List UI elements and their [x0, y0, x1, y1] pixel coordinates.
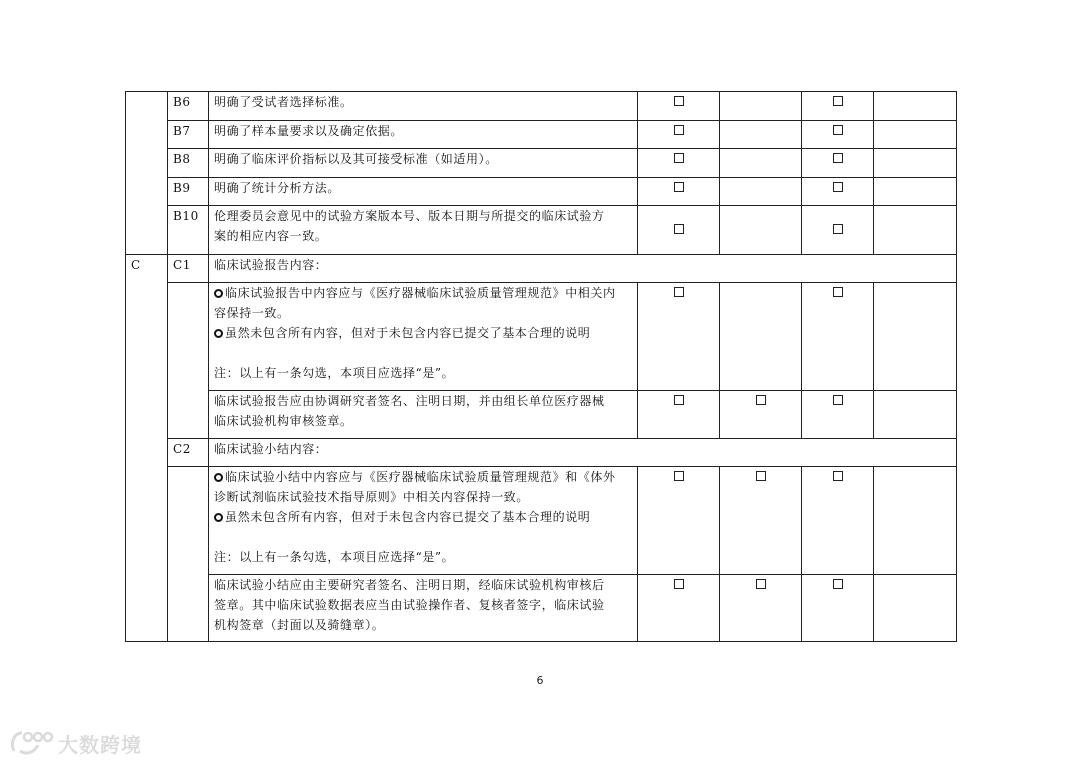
item-text-line: 临床试验小结应由主要研究者签名、注明日期，经临床试验机构审核后	[214, 578, 605, 592]
remark-cell	[874, 467, 957, 575]
remark-cell	[874, 575, 957, 642]
table-row	[126, 391, 957, 439]
checkbox-cell-no	[720, 149, 802, 178]
item-text-line: 临床试验报告应由协调研究者签名、注明日期，并由组长单位医疗器械	[214, 394, 605, 408]
item-text: 明确了临床评价指标以及其可接受标准（如适用）。	[209, 149, 638, 178]
checkbox-cell-na[interactable]	[802, 178, 874, 206]
item-text: 明确了统计分析方法。	[209, 178, 638, 206]
item-note: 注：以上有一条勾选，本项目应选择“是”。	[214, 366, 455, 380]
checkbox-cell-na[interactable]	[802, 283, 874, 391]
item-text	[209, 391, 638, 439]
item-code: B9	[168, 178, 209, 206]
checkbox-cell-yes[interactable]	[638, 575, 720, 642]
item-heading: 临床试验报告内容：	[209, 255, 957, 283]
checkbox-cell-yes[interactable]	[638, 149, 720, 178]
section-label: C	[126, 255, 168, 642]
item-text-line: 临床试验小结中内容应与《医疗器械临床试验质量管理规范》和《体外	[214, 467, 632, 487]
checkbox-na[interactable]	[833, 224, 843, 234]
checkbox-na[interactable]	[833, 287, 843, 297]
item-text-line: 容保持一致。	[214, 306, 290, 320]
checkbox-yes[interactable]	[674, 125, 684, 135]
checkbox-yes[interactable]	[674, 224, 684, 234]
checkbox-cell-no	[720, 178, 802, 206]
item-code: B10	[168, 206, 209, 255]
checkbox-cell-na[interactable]	[802, 121, 874, 149]
checkbox-cell-na[interactable]	[802, 467, 874, 575]
remark-cell	[874, 283, 957, 391]
checkbox-no[interactable]	[756, 471, 766, 481]
checkbox-yes[interactable]	[674, 471, 684, 481]
checkbox-cell-na[interactable]	[802, 206, 874, 255]
bullet-circle-icon	[214, 289, 223, 298]
item-text-line: 机构签章（封面以及骑缝章）。	[214, 618, 385, 632]
checkbox-no[interactable]	[756, 395, 766, 405]
item-text-line: 案的相应内容一致。	[214, 229, 328, 243]
table-row	[126, 121, 957, 149]
remark-cell	[874, 149, 957, 178]
checkbox-yes[interactable]	[674, 579, 684, 589]
remark-cell	[874, 92, 957, 121]
checkbox-cell-yes[interactable]	[638, 391, 720, 439]
checkbox-yes[interactable]	[674, 287, 684, 297]
checkbox-cell-no	[720, 283, 802, 391]
remark-cell	[874, 391, 957, 439]
item-code: B7	[168, 121, 209, 149]
remark-cell	[874, 178, 957, 206]
item-code: B8	[168, 149, 209, 178]
table-row	[126, 283, 957, 391]
item-text-line: 诊断试剂临床试验技术指导原则》中相关内容保持一致。	[214, 490, 530, 504]
item-text	[209, 206, 638, 255]
checkbox-yes[interactable]	[674, 153, 684, 163]
checkbox-cell-no	[720, 206, 802, 255]
checkbox-cell-no[interactable]	[720, 467, 802, 575]
table-row	[126, 178, 957, 206]
section-cell-b	[126, 92, 168, 255]
checkbox-na[interactable]	[833, 153, 843, 163]
checkbox-na[interactable]	[833, 579, 843, 589]
checkbox-cell-yes[interactable]	[638, 92, 720, 121]
checkbox-yes[interactable]	[674, 182, 684, 192]
checkbox-cell-na[interactable]	[802, 149, 874, 178]
checkbox-cell-na[interactable]	[802, 575, 874, 642]
item-code: C1	[168, 255, 209, 283]
checkbox-cell-no[interactable]	[720, 391, 802, 439]
checkbox-cell-yes[interactable]	[638, 467, 720, 575]
table-row	[126, 575, 957, 642]
table-row	[126, 149, 957, 178]
item-code-empty	[168, 283, 209, 439]
checkbox-no[interactable]	[756, 579, 766, 589]
checkbox-cell-yes[interactable]	[638, 283, 720, 391]
checkbox-cell-na[interactable]	[802, 391, 874, 439]
page-number: 6	[536, 674, 544, 687]
item-text-line: 临床试验机构审核签章。	[214, 414, 353, 428]
checkbox-na[interactable]	[833, 471, 843, 481]
checkbox-na[interactable]	[833, 96, 843, 106]
item-text	[209, 467, 638, 575]
item-text-line: 虽然未包含所有内容，但对于未包含内容已提交了基本合理的说明	[214, 323, 632, 343]
item-code-empty	[168, 467, 209, 642]
checkbox-cell-yes[interactable]	[638, 178, 720, 206]
checkbox-cell-no	[720, 92, 802, 121]
checkbox-na[interactable]	[833, 125, 843, 135]
table-row	[126, 206, 957, 255]
bullet-circle-icon	[214, 513, 223, 522]
checkbox-na[interactable]	[833, 395, 843, 405]
item-note: 注：以上有一条勾选，本项目应选择“是”。	[214, 550, 455, 564]
checkbox-yes[interactable]	[674, 96, 684, 106]
item-text-line: 虽然未包含所有内容，但对于未包含内容已提交了基本合理的说明	[214, 507, 632, 527]
checkbox-cell-yes[interactable]	[638, 121, 720, 149]
bullet-circle-icon	[214, 473, 223, 482]
checkbox-cell-no[interactable]	[720, 575, 802, 642]
item-text: 明确了受试者选择标准。	[209, 92, 638, 121]
item-text-line: 伦理委员会意见中的试验方案版本号、版本日期与所提交的临床试验方	[214, 209, 605, 223]
item-text-line: 签章。其中临床试验数据表应当由试验操作者、复核者签字，临床试验	[214, 598, 605, 612]
item-text	[209, 575, 638, 642]
remark-cell	[874, 121, 957, 149]
checkbox-na[interactable]	[833, 182, 843, 192]
item-code: B6	[168, 92, 209, 121]
item-heading: 临床试验小结内容：	[209, 439, 957, 467]
table-row	[126, 439, 957, 467]
watermark	[8, 727, 148, 757]
item-text-line: 临床试验报告中内容应与《医疗器械临床试验质量管理规范》中相关内	[214, 283, 632, 303]
checkbox-yes[interactable]	[674, 395, 684, 405]
item-text: 明确了样本量要求以及确定依据。	[209, 121, 638, 149]
checkbox-cell-yes[interactable]	[638, 206, 720, 255]
table-row	[126, 255, 957, 283]
checkbox-cell-na[interactable]	[802, 92, 874, 121]
remark-cell	[874, 206, 957, 255]
review-checklist-table	[125, 91, 957, 642]
table-row	[126, 92, 957, 121]
watermark-logo-icon	[8, 727, 54, 757]
checkbox-cell-no	[720, 121, 802, 149]
item-code: C2	[168, 439, 209, 467]
table-row	[126, 467, 957, 575]
item-text	[209, 283, 638, 391]
bullet-circle-icon	[214, 329, 223, 338]
watermark-text: 大数跨境	[58, 733, 142, 757]
